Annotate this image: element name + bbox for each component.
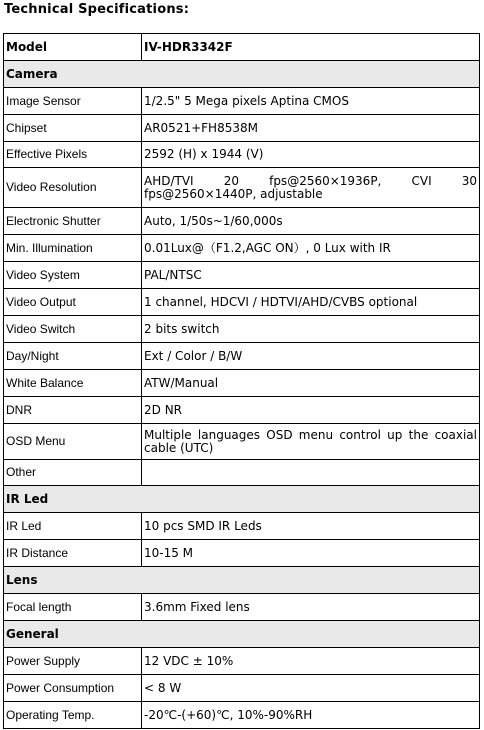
spec-value: 2592 (H) x 1944 (V) xyxy=(142,142,480,168)
spec-value: 1/2.5" 5 Mega pixels Aptina CMOS xyxy=(142,88,480,115)
table-row xyxy=(4,88,480,115)
spec-value: AR0521+FH8538M xyxy=(142,115,480,142)
spec-value: AHD/TVI 20 fps@2560×1936P, CVI 30 fps@2560×1440P, adjustable xyxy=(142,168,480,208)
spec-value: 10 pcs SMD IR Leds xyxy=(142,513,480,540)
table-row xyxy=(4,424,480,460)
spec-label: Effective Pixels xyxy=(4,142,142,168)
model-value: IV-HDR3342F xyxy=(142,34,480,61)
spec-value: PAL/NTSC xyxy=(142,262,480,289)
section-row-ir-led xyxy=(4,486,480,513)
spec-value: 2D NR xyxy=(142,397,480,424)
section-row-camera xyxy=(4,61,480,88)
spec-value: 1 channel, HDCVI / HDTVI/AHD/CVBS optional xyxy=(142,289,480,316)
model-label: Model xyxy=(4,34,142,61)
table-row xyxy=(4,702,480,729)
spec-value: 3.6mm Fixed lens xyxy=(142,594,480,621)
table-row xyxy=(4,648,480,675)
table-row xyxy=(4,397,480,424)
table-row xyxy=(4,370,480,397)
spec-label: Video System xyxy=(4,262,142,289)
table-row xyxy=(4,316,480,343)
spec-label: Power Supply xyxy=(4,648,142,675)
table-row xyxy=(4,289,480,316)
table-row xyxy=(4,594,480,621)
table-row xyxy=(4,540,480,567)
spec-label: Video Resolution xyxy=(4,168,142,208)
spec-label: Min. Illumination xyxy=(4,235,142,262)
spec-value: 10-15 M xyxy=(142,540,480,567)
table-row xyxy=(4,343,480,370)
table-row xyxy=(4,208,480,235)
spec-value: Auto, 1/50s~1/60,000s xyxy=(142,208,480,235)
spec-value: Multiple languages OSD menu control up the coaxial cable (UTC) xyxy=(142,424,480,460)
section-header-lens: Lens xyxy=(4,567,480,594)
spec-value: 2 bits switch xyxy=(142,316,480,343)
section-header-camera: Camera xyxy=(4,61,480,88)
table-row xyxy=(4,142,480,168)
spec-table xyxy=(3,33,480,729)
table-row xyxy=(4,115,480,142)
spec-value: -20℃-(+60)℃, 10%-90%RH xyxy=(142,702,480,729)
spec-label: Operating Temp. xyxy=(4,702,142,729)
table-row xyxy=(4,460,480,486)
spec-label: Other xyxy=(4,460,142,486)
section-header-general: General xyxy=(4,621,480,648)
spec-value: ATW/Manual xyxy=(142,370,480,397)
spec-label: Video Output xyxy=(4,289,142,316)
spec-label: White Balance xyxy=(4,370,142,397)
table-row xyxy=(4,262,480,289)
spec-label: Focal length xyxy=(4,594,142,621)
spec-label: Day/Night xyxy=(4,343,142,370)
spec-value xyxy=(142,460,480,486)
spec-label: IR Led xyxy=(4,513,142,540)
spec-label: Image Sensor xyxy=(4,88,142,115)
spec-label: Chipset xyxy=(4,115,142,142)
section-header-ir-led: IR Led xyxy=(4,486,480,513)
spec-label: Electronic Shutter xyxy=(4,208,142,235)
table-row xyxy=(4,513,480,540)
spec-value: 12 VDC ± 10% xyxy=(142,648,480,675)
section-row-lens xyxy=(4,567,480,594)
spec-label: Video Switch xyxy=(4,316,142,343)
spec-label: DNR xyxy=(4,397,142,424)
spec-value: 0.01Lux@（F1.2,AGC ON）, 0 Lux with IR xyxy=(142,235,480,262)
table-row xyxy=(4,235,480,262)
table-row xyxy=(4,168,480,208)
table-row-model xyxy=(4,34,480,61)
section-row-general xyxy=(4,621,480,648)
spec-label: Power Consumption xyxy=(4,675,142,702)
spec-label: OSD Menu xyxy=(4,424,142,460)
spec-label: IR Distance xyxy=(4,540,142,567)
page-title: Technical Specifications: xyxy=(4,2,190,17)
table-row xyxy=(4,675,480,702)
spec-value: < 8 W xyxy=(142,675,480,702)
spec-value: Ext / Color / B/W xyxy=(142,343,480,370)
